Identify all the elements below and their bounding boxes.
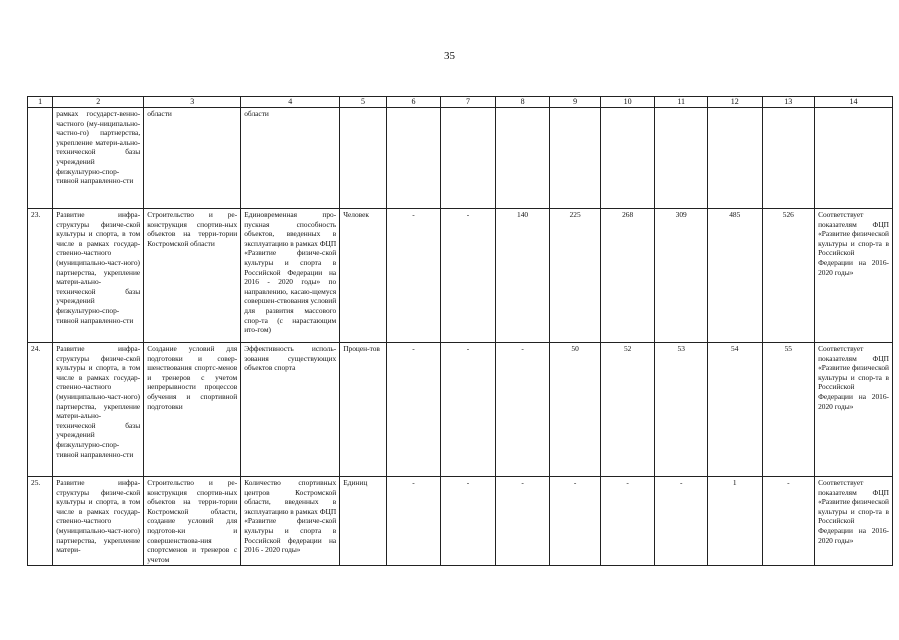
column-header: 8 (495, 97, 550, 108)
table-row (28, 343, 893, 477)
measure-cell: Создание условий для подготовки и совер-шенствования спортс-менов и тренеров с учетом непрерывности процессов обучения и спортивной подготовки (144, 343, 241, 477)
measure-cell: Строительство и ре-конструкция спортив-ных объектов на терри-тории Костромской области, создание условий для подготов-ки и совершенствова-ния спортсменов и тренеров с учетом (144, 477, 241, 566)
value-cell: - (441, 477, 496, 566)
value-cell: 55 (762, 343, 815, 477)
table-row (28, 108, 893, 209)
value-cell: - (495, 343, 550, 477)
measure-cell: Строительство и ре-конструкция спортив-ных объектов на терри-тории Костромской области (144, 209, 241, 343)
unit-cell (340, 108, 386, 209)
column-header: 10 (600, 97, 655, 108)
unit-cell: Единиц (340, 477, 386, 566)
value-cell: - (386, 209, 441, 343)
value-cell: - (655, 477, 708, 566)
value-cell: 53 (655, 343, 708, 477)
program-name-cell: Развитие инфра-структуры физиче-ской культуры и спорта, в том числе в рамках государ-ственно-частного (муниципально-част-ного) партнерства, укрепление матери-ально-технической базы учреждений физкультурно-спор-тивной направленно-сти (53, 343, 144, 477)
value-cell: 526 (762, 209, 815, 343)
row-number (28, 108, 53, 209)
value-cell: 54 (707, 343, 762, 477)
value-cell (600, 108, 655, 209)
note-cell: Соответствует показателям ФЦП «Развитие физической культуры и спор-та в Российской Федерации на 2016-2020 годы» (815, 343, 893, 477)
column-header: 2 (53, 97, 144, 108)
note-cell: Соответствует показателям ФЦП «Развитие физической культуры и спор-та в Российской Федерации на 2016-2020 годы» (815, 209, 893, 343)
program-name-cell: рамках государст-венно-частного (му-ниципально-частно-го) партнерства, укрепление матери-ально-технической базы учреждений физкультурно-спор-тивной направленно-сти (53, 108, 144, 209)
value-cell: 485 (707, 209, 762, 343)
value-cell: - (441, 209, 496, 343)
column-header: 12 (707, 97, 762, 108)
value-cell: 268 (600, 209, 655, 343)
indicator-cell: Единовременная про-пускная способность объектов, введенных в эксплуатацию в рамках ФЦП «Развитие физиче-ской культуры и спорта в Российской Федерации на 2016 - 2020 годы» по направлению, касаю-щемуся совершен-ствования условий для развития массового спор-та (с нарастающим ито-гом) (241, 209, 340, 343)
column-header: 6 (386, 97, 441, 108)
value-cell: - (441, 343, 496, 477)
indicator-cell: Эффективность исполь-зования существующих объектов спорта (241, 343, 340, 477)
value-cell (495, 108, 550, 209)
value-cell: - (762, 477, 815, 566)
indicator-cell: области (241, 108, 340, 209)
program-name-cell: Развитие инфра-структуры физиче-ской культуры и спорта, в том числе в рамках государ-ственно-частного (муниципально-част-ного) партнерства, укрепление матери- (53, 477, 144, 566)
value-cell: - (600, 477, 655, 566)
unit-cell: Процен-тов (340, 343, 386, 477)
value-cell: 309 (655, 209, 708, 343)
column-header: 14 (815, 97, 893, 108)
column-header: 4 (241, 97, 340, 108)
value-cell (655, 108, 708, 209)
page-number: 35 (444, 50, 455, 62)
header-row (28, 97, 893, 108)
row-number: 25. (28, 477, 53, 566)
value-cell: - (495, 477, 550, 566)
value-cell (441, 108, 496, 209)
note-cell (815, 108, 893, 209)
column-header: 9 (550, 97, 601, 108)
value-cell (550, 108, 601, 209)
measure-cell: области (144, 108, 241, 209)
table-row (28, 477, 893, 566)
value-cell: - (386, 477, 441, 566)
value-cell: 140 (495, 209, 550, 343)
column-header: 5 (340, 97, 386, 108)
indicators-table (27, 96, 893, 566)
program-name-cell: Развитие инфра-структуры физиче-ской культуры и спорта, в том числе в рамках государ-ственно-частного (муниципально-част-ного) партнерства, укрепление матери-ально-технической базы учреждений физкультурно-спор-тивной направленно-сти (53, 209, 144, 343)
column-header: 11 (655, 97, 708, 108)
indicator-cell: Количество спортивных центров Костромской области, введенных в эксплуатацию в рамках ФЦП «Развитие физиче-ской культуры и спорта в Российской федерации на 2016 - 2020 годы» (241, 477, 340, 566)
value-cell (386, 108, 441, 209)
value-cell (707, 108, 762, 209)
value-cell: - (386, 343, 441, 477)
column-header: 1 (28, 97, 53, 108)
row-number: 24. (28, 343, 53, 477)
unit-cell: Человек (340, 209, 386, 343)
value-cell: 50 (550, 343, 601, 477)
value-cell: - (550, 477, 601, 566)
column-header: 13 (762, 97, 815, 108)
value-cell: 52 (600, 343, 655, 477)
row-number: 23. (28, 209, 53, 343)
value-cell: 1 (707, 477, 762, 566)
value-cell: 225 (550, 209, 601, 343)
value-cell (762, 108, 815, 209)
column-header: 3 (144, 97, 241, 108)
note-cell: Соответствует показателям ФЦП «Развитие физической культуры и спор-та в Российской Федерации на 2016-2020 годы» (815, 477, 893, 566)
table-row (28, 209, 893, 343)
column-header: 7 (441, 97, 496, 108)
